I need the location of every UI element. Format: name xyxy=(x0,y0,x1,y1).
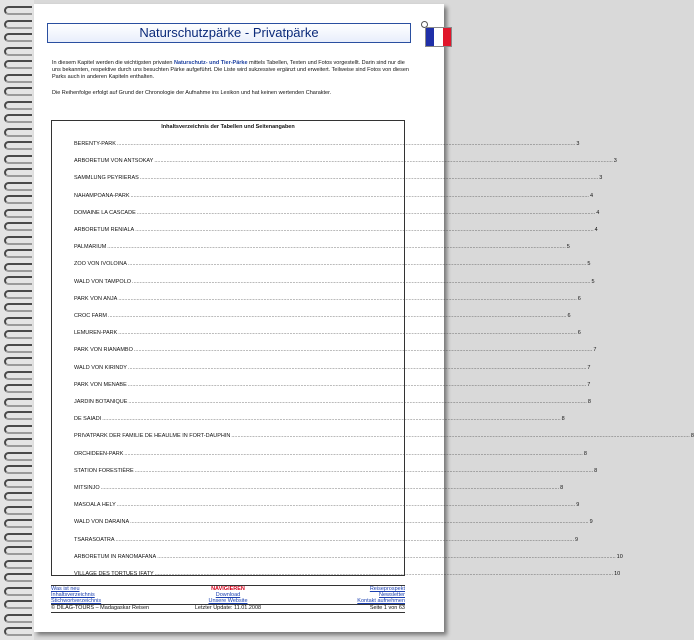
toc-entry-name: WALD VON DARAINA xyxy=(74,519,130,526)
binding-ring xyxy=(4,47,32,56)
toc-page-number: 4 xyxy=(596,209,600,216)
toc-leader-dots: ............................................................................................................................................................................................................................................................................................................ xyxy=(115,536,574,543)
toc-entry[interactable] xyxy=(74,209,600,218)
toc-entry-name: DOMAINE LA CASCADE xyxy=(74,209,136,216)
toc-leader-dots: ............................................................................................................................................................................................................................................................................................................ xyxy=(135,227,594,233)
link-travel-brochure[interactable]: Reiseprospekt xyxy=(369,586,405,592)
binding-ring xyxy=(4,114,32,123)
toc-entry[interactable] xyxy=(74,227,598,235)
copyright: © DILAG-TOURS – Madagaskar Reisen xyxy=(51,605,150,611)
toc-leader-dots: ............................................................................................................................................................................................................................................................................................................ xyxy=(127,364,587,371)
binding-ring xyxy=(4,506,32,515)
toc-page-number: 3 xyxy=(576,141,580,147)
toc-leader-dots: ............................................................................................................................................................................................................................................................................................................ xyxy=(118,330,577,337)
intro-highlight: Naturschutz- und Tier-Pärke xyxy=(173,60,248,66)
toc-page-number: 10 xyxy=(616,553,623,560)
footer-navigation xyxy=(51,585,405,613)
toc-leader-dots: ............................................................................................................................................................................................................................................................................................................ xyxy=(231,433,690,440)
binding-ring xyxy=(4,60,32,69)
binding-ring xyxy=(4,533,32,542)
binding-ring xyxy=(4,33,32,42)
link-download[interactable]: Download xyxy=(215,592,241,598)
toc-leader-dots: ............................................................................................................................................................................................................................................................................................................ xyxy=(134,467,594,474)
binding-ring xyxy=(4,398,32,407)
last-update: Letzter Update: 11.01.2008 xyxy=(194,605,262,611)
binding-ring xyxy=(4,222,32,231)
intro-text-part: In diesem Kapitel werden die wichtigsten privaten xyxy=(52,60,174,66)
toc-entry-name: LEMUREN-PARK xyxy=(74,330,118,337)
toc-entry-name: ARBORETUM RENIALA xyxy=(74,227,135,233)
toc-entry-name: VILLAGE DES TORTUES IFATY xyxy=(74,571,154,577)
toc-entry[interactable] xyxy=(74,502,580,510)
binding-ring xyxy=(4,249,32,258)
toc-entry[interactable] xyxy=(74,433,694,441)
toc-entry-name: WALD VON KIRINDY xyxy=(74,364,127,371)
toc-entry-name: PRIVATPARK DER FAMILIE DE HEAULME IN FORT-DAUPHIN xyxy=(74,433,231,440)
link-contact[interactable]: Kontakt aufnehmen xyxy=(357,598,405,604)
toc-entry[interactable] xyxy=(74,399,591,407)
toc-leader-dots: ............................................................................................................................................................................................................................................................................................................ xyxy=(116,141,576,147)
toc-leader-dots: ............................................................................................................................................................................................................................................................................................................ xyxy=(127,381,587,388)
toc-entry[interactable] xyxy=(74,485,564,493)
toc-page-number: 8 xyxy=(587,399,591,405)
toc-page-number: 3 xyxy=(599,175,603,182)
toc-page-number: 3 xyxy=(613,158,617,165)
spiral-binding xyxy=(0,0,34,640)
toc-leader-dots: ............................................................................................................................................................................................................................................................................................................ xyxy=(107,244,566,251)
binding-ring xyxy=(4,452,32,461)
toc-leader-dots: ............................................................................................................................................................................................................................................................................................................ xyxy=(154,571,614,577)
toc-entry[interactable] xyxy=(74,330,581,338)
toc-leader-dots: ............................................................................................................................................................................................................................................................................................................ xyxy=(108,313,567,319)
toc-page-number: 8 xyxy=(561,416,565,423)
binding-ring xyxy=(4,74,32,83)
binding-ring xyxy=(4,155,32,164)
toc-entry[interactable] xyxy=(74,536,579,545)
toc-page-number: 7 xyxy=(587,364,591,371)
toc-page-number: 4 xyxy=(594,227,598,233)
toc-entry-name: PARK VON RIANAMBO xyxy=(74,347,133,354)
binding-ring xyxy=(4,236,32,245)
toc-page-number: 10 xyxy=(614,571,621,577)
french-flag-icon xyxy=(425,27,452,47)
binding-ring xyxy=(4,330,32,339)
toc-entry-name: DE SAIADI xyxy=(74,416,102,423)
toc-leader-dots: ............................................................................................................................................................................................................................................................................................................ xyxy=(132,278,591,285)
binding-ring xyxy=(4,20,32,29)
toc-header: Inhaltsverzeichnis der Tabellen und Seitenangaben xyxy=(161,124,295,130)
binding-ring xyxy=(4,317,32,326)
toc-entry[interactable] xyxy=(74,347,597,355)
link-newsletter[interactable]: Newsletter xyxy=(379,592,405,598)
intro-text xyxy=(52,60,412,105)
link-whats-new[interactable]: Was ist neu xyxy=(51,586,80,592)
binding-ring xyxy=(4,519,32,528)
binding-ring xyxy=(4,182,32,191)
document-page xyxy=(34,4,694,632)
toc-leader-dots: ............................................................................................................................................................................................................................................................................................................ xyxy=(130,519,589,526)
binding-ring xyxy=(4,87,32,96)
toc-page-number: 7 xyxy=(593,347,597,354)
toc-leader-dots: ............................................................................................................................................................................................................................................................................................................ xyxy=(139,175,599,182)
toc-page-number: 8 xyxy=(690,433,694,440)
toc-entry[interactable] xyxy=(74,364,591,373)
toc-entry-name: SAMMLUNG PEYRIERAS xyxy=(74,175,139,182)
toc-entry[interactable] xyxy=(74,467,598,476)
binding-ring xyxy=(4,168,32,177)
toc-leader-dots: ............................................................................................................................................................................................................................................................................................................ xyxy=(130,192,589,199)
intro-paragraph-1 xyxy=(52,60,412,82)
toc-entry-name: NAHAMPOANA-PARK xyxy=(74,192,130,199)
binding-ring xyxy=(4,411,32,420)
navigate-label: NAVIGIEREN xyxy=(211,586,245,592)
binding-ring xyxy=(4,195,32,204)
binding-ring xyxy=(4,357,32,366)
binding-ring xyxy=(4,573,32,582)
binding-ring xyxy=(4,587,32,596)
toc-entry-name: JARDIN BOTANIQUE xyxy=(74,399,128,405)
toc-entry[interactable] xyxy=(74,381,591,390)
binding-ring xyxy=(4,546,32,555)
toc-page-number: 9 xyxy=(576,502,580,509)
page-counter: Seite 1 von 63 xyxy=(369,605,405,611)
toc-leader-dots: ............................................................................................................................................................................................................................................................................................................ xyxy=(124,450,583,457)
toc-leader-dots: ............................................................................................................................................................................................................................................................................................................ xyxy=(128,399,587,405)
binding-ring xyxy=(4,371,32,380)
binding-ring xyxy=(4,263,32,272)
toc-entry-name: ORCHIDEEN-PARK xyxy=(74,450,124,457)
toc-entry[interactable] xyxy=(74,295,581,304)
toc-entry-name: ARBORETUM IN RANOMAFANA xyxy=(74,553,157,560)
binding-ring xyxy=(4,425,32,434)
binding-ring xyxy=(4,344,32,353)
binding-ring xyxy=(4,384,32,393)
binding-ring xyxy=(4,290,32,299)
link-contents[interactable]: Inhaltsverzeichnis xyxy=(51,592,95,598)
link-website[interactable]: Unsere Website xyxy=(208,598,248,604)
footer-row xyxy=(51,598,405,604)
toc-entry[interactable] xyxy=(74,141,580,149)
binding-ring xyxy=(4,600,32,609)
intro-text-part: mittels Tabellen, Texten und Fotos vorgestellt. Darin sind nur die uns bekannten, respektive durch uns besuchten Pärke aufgeführt. Die Liste wird sukzessive ergänzt und erweitert. Teilweise sind Fotos von diesen Parks auch in anderen Kapiteln enthalten. xyxy=(52,60,409,81)
toc-entry[interactable] xyxy=(74,553,623,562)
toc-page-number: 8 xyxy=(594,467,598,474)
binding-ring xyxy=(4,627,32,636)
toc-leader-dots: ............................................................................................................................................................................................................................................................................................................ xyxy=(127,261,587,268)
toc-entry-name: CROC FARM xyxy=(74,313,107,319)
binding-ring xyxy=(4,209,32,218)
table-of-contents xyxy=(51,120,694,577)
toc-entry-name: STATION FORESTIÈRE xyxy=(74,467,134,474)
toc-entry[interactable] xyxy=(74,313,571,321)
binding-ring xyxy=(4,465,32,474)
toc-leader-dots: ............................................................................................................................................................................................................................................................................................................ xyxy=(157,553,616,560)
toc-leader-dots: ............................................................................................................................................................................................................................................................................................................ xyxy=(136,209,596,216)
toc-page-number: 9 xyxy=(574,536,579,543)
link-keyword-index[interactable]: Stichwortverzeichnis xyxy=(51,598,102,604)
toc-entry[interactable] xyxy=(74,450,587,459)
toc-page-number: 9 xyxy=(589,519,593,526)
intro-paragraph-2: Die Reihenfolge erfolgt auf Grund der Chronologie der Aufnahme ins Lexikon und hat keinen wertenden Charakter. xyxy=(52,89,332,96)
binding-ring xyxy=(4,614,32,623)
binding-ring xyxy=(4,560,32,569)
binding-ring xyxy=(4,141,32,150)
toc-entry-name: PARK VON ANJA xyxy=(74,295,118,302)
binding-ring xyxy=(4,101,32,110)
binding-ring xyxy=(4,6,32,15)
toc-page-number: 4 xyxy=(589,192,594,199)
footer-row xyxy=(51,604,405,612)
toc-entry[interactable] xyxy=(74,192,594,201)
toc-entry-name: MASOALA HELY xyxy=(74,502,116,509)
toc-entry[interactable] xyxy=(74,416,565,424)
toc-entry-name: ZOO VON IVOLOINA xyxy=(74,261,127,268)
binding-ring xyxy=(4,438,32,447)
toc-page-number: 6 xyxy=(567,313,571,319)
toc-entry-name: BERENTY-PARK xyxy=(74,141,116,147)
binding-ring xyxy=(4,479,32,488)
toc-leader-dots: ............................................................................................................................................................................................................................................................................................................ xyxy=(102,416,561,423)
toc-entry-name: MITSINJO xyxy=(74,485,100,491)
toc-entry-name: PALMARIUM xyxy=(74,244,107,251)
toc-leader-dots: ............................................................................................................................................................................................................................................................................................................ xyxy=(100,485,560,491)
toc-entry[interactable] xyxy=(74,158,617,166)
toc-leader-dots: ............................................................................................................................................................................................................................................................................................................ xyxy=(116,502,576,509)
toc-entry[interactable] xyxy=(74,261,591,269)
page-title: Naturschutzpärke - Privatpärke xyxy=(139,25,319,40)
toc-entry[interactable] xyxy=(74,519,593,527)
toc-entry-name: TSARASOATRA xyxy=(74,536,115,543)
toc-page-number: 7 xyxy=(587,381,591,388)
toc-page-number: 5 xyxy=(591,278,595,285)
toc-leader-dots: ............................................................................................................................................................................................................................................................................................................ xyxy=(118,295,577,302)
toc-page-number: 5 xyxy=(566,244,570,251)
toc-page-number: 8 xyxy=(583,450,587,457)
toc-page-number: 5 xyxy=(587,261,591,268)
toc-page-number: 6 xyxy=(577,295,581,302)
toc-page-number: 8 xyxy=(560,485,564,491)
toc-entry-name: PARK VON MENABE xyxy=(74,381,127,388)
toc-leader-dots: ............................................................................................................................................................................................................................................................................................................ xyxy=(133,347,593,354)
binding-ring xyxy=(4,492,32,501)
toc-entry[interactable] xyxy=(74,278,595,287)
toc-entry[interactable] xyxy=(74,244,570,252)
binding-ring xyxy=(4,276,32,285)
toc-entry[interactable] xyxy=(74,571,621,579)
toc-entry[interactable] xyxy=(74,175,603,183)
toc-entry-name: WALD VON TAMPOLO xyxy=(74,278,132,285)
toc-entry-name: ARBORETUM VON ANTSOKAY xyxy=(74,158,154,165)
toc-leader-dots: ............................................................................................................................................................................................................................................................................................................ xyxy=(154,158,613,165)
toc-page-number: 6 xyxy=(577,330,581,337)
binding-ring xyxy=(4,128,32,137)
title-box xyxy=(47,23,411,43)
binding-ring xyxy=(4,303,32,312)
